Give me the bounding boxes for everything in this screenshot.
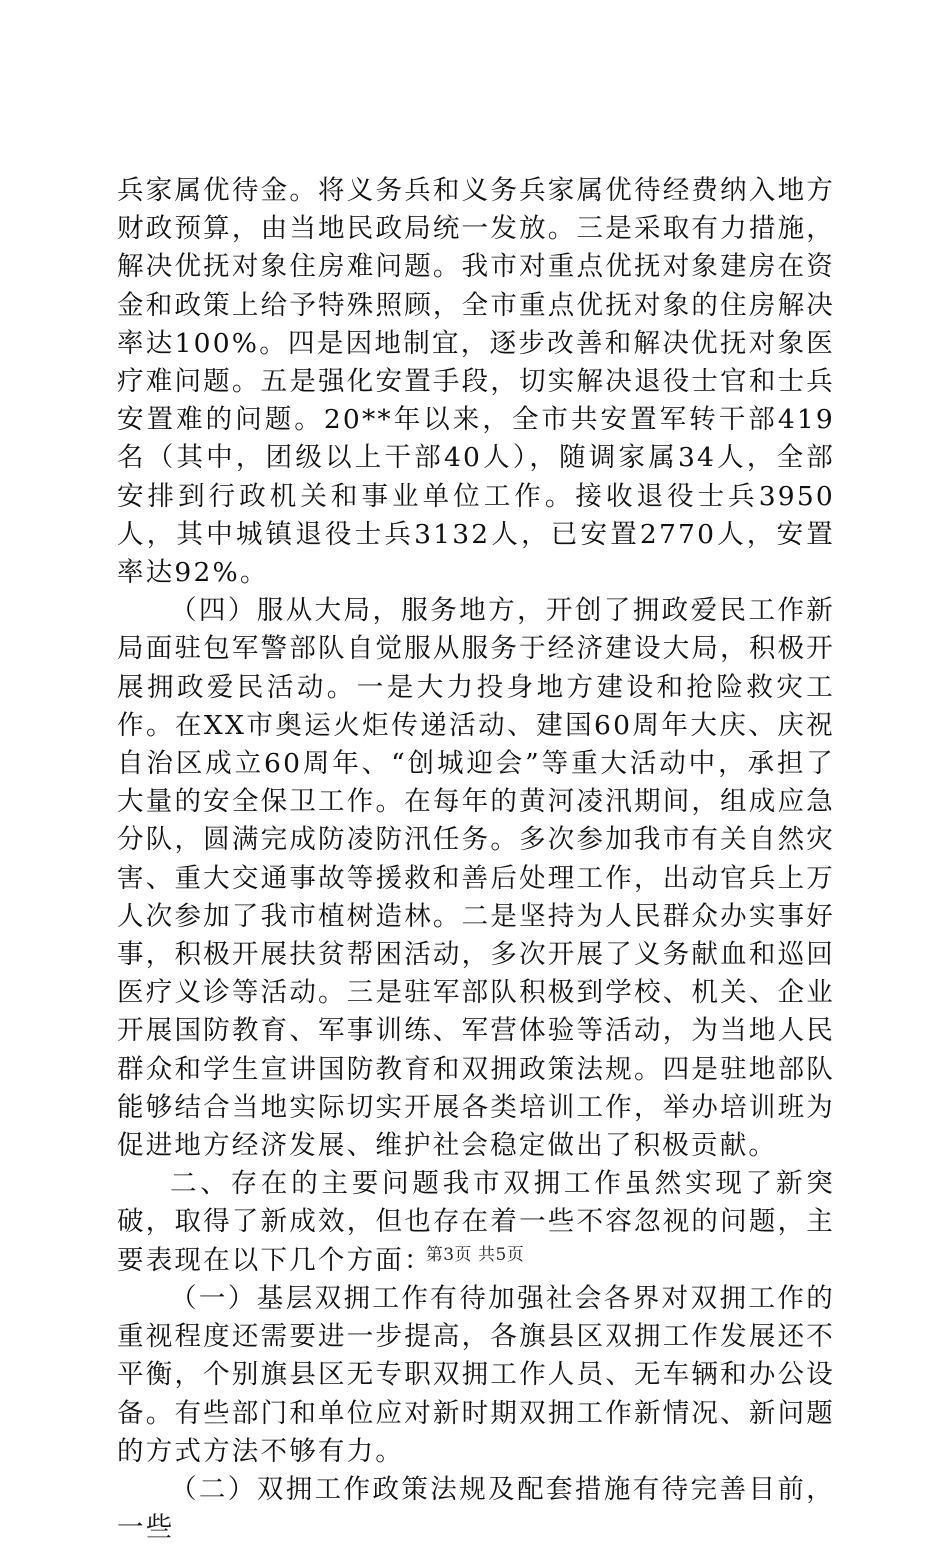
paragraph-5: （二）双拥工作政策法规及配套措施有待完善目前，一些 [117, 1473, 835, 1544]
paragraph-1: 兵家属优待金。将义务兵和义务兵家属优待经费纳入地方财政预算，由当地民政局统一发放。三是采取有力措施，解决优抚对象住房难问题。我市对重点优抚对象建房在资金和政策上给予特殊照顾，全市重点优抚对象的住房解决率达100%。四是因地制宜，逐步改善和解决优抚对象医疗难问题。五是强化安置手段，切实解决退役士官和士兵安置难的问题。20**年以来，全市共安置军转干部419名（其中，团级以上干部40人），随调家属34人，全部安排到行政机关和事业单位工作。接收退役士兵3950人，其中城镇退役士兵3132人，已安置2770人，安置率达92%。 [117, 175, 835, 589]
paragraph-3: 二、存在的主要问题我市双拥工作虽然实现了新突破，取得了新成效，但也存在着一些不容忽视的问题，主要表现在以下几个方面： [117, 1168, 835, 1276]
paragraph-2: （四）服从大局，服务地方，开创了拥政爱民工作新局面驻包军警部队自觉服从服务于经济建设大局，积极开展拥政爱民活动。一是大力投身地方建设和抢险救灾工作。在XX市奥运火炬传递活动、建国60周年大庆、庆祝自治区成立60周年、“创城迎会”等重大活动中，承担了大量的安全保卫工作。在每年的黄河凌汛期间，组成应急分队，圆满完成防凌防汛任务。多次参加我市有关自然灾害、重大交通事故等援救和善后处理工作，出动官兵上万人次参加了我市植树造林。二是坚持为人民群众办实事好事，积极开展扶贫帮困活动，多次开展了义务献血和巡回医疗义诊等活动。三是驻军部队积极到学校、机关、企业开展国防教育、军事训练、军营体验等活动，为当地人民群众和学生宣讲国防教育和双拥政策法规。四是驻地部队能够结合当地实际切实开展各类培训工作，举办培训班为促进地方经济发展、维护社会稳定做出了积极贡献。 [117, 595, 835, 1162]
document-body [117, 172, 835, 1547]
page-footer: 第3页 共5页 [425, 1245, 525, 1265]
paragraph-4: （一）基层双拥工作有待加强社会各界对双拥工作的重视程度还需要进一步提高，各旗县区双拥工作发展还不平衡，个别旗县区无专职双拥工作人员、无车辆和办公设备。有些部门和单位应对新时期双拥工作新情况、新问题的方式方法不够有力。 [117, 1282, 835, 1467]
